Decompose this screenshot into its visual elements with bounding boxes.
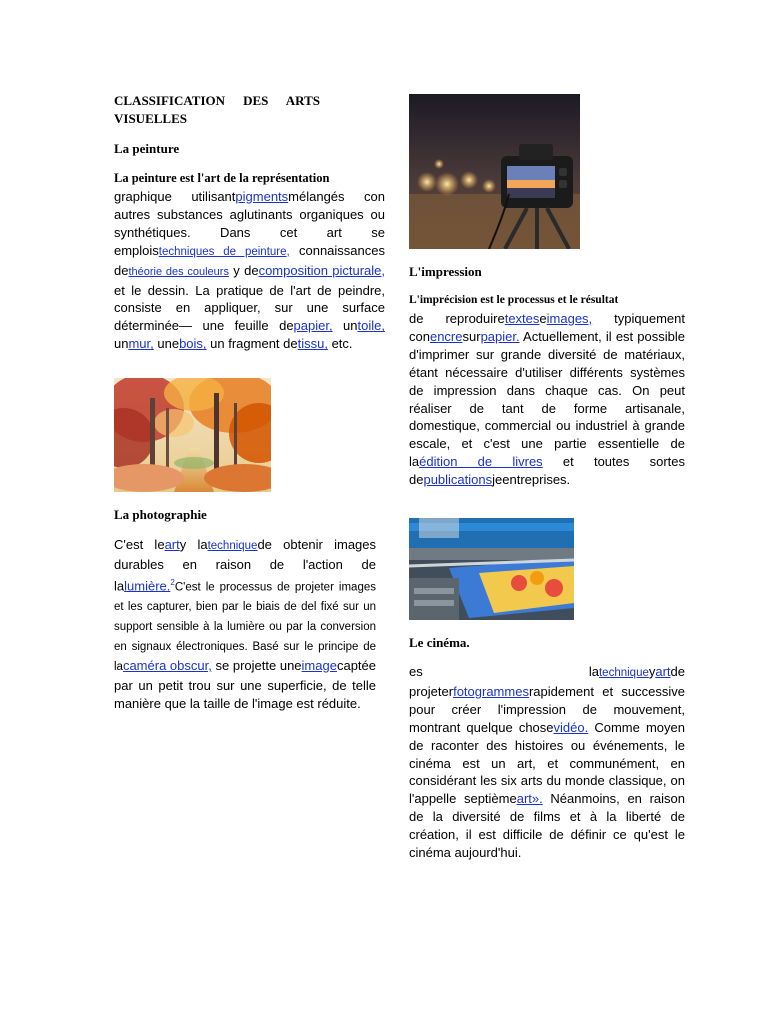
text: de projeter xyxy=(409,664,685,699)
link-encre[interactable]: encre xyxy=(429,328,463,344)
text: es la xyxy=(409,664,599,679)
link-toile[interactable]: toile, xyxy=(357,318,385,334)
text: etc. xyxy=(327,336,353,352)
link-camera-obscur[interactable]: caméra obscur, xyxy=(122,657,212,673)
link-bois[interactable]: bois, xyxy=(179,336,207,352)
text: de reproduire xyxy=(409,311,505,326)
painting-paragraph xyxy=(114,188,385,353)
photography-heading: La photographie xyxy=(114,507,207,522)
link-composition-picturale[interactable]: composition picturale, xyxy=(258,262,385,278)
text: se projette une xyxy=(211,657,302,673)
camera-photo-image xyxy=(409,94,580,249)
text: C'est le xyxy=(114,537,165,552)
text: y xyxy=(648,664,656,679)
link-theorie-couleurs[interactable]: théorie des couleurs xyxy=(128,265,229,278)
text: e xyxy=(539,311,547,326)
link-lumiere[interactable]: lumière. xyxy=(124,578,171,594)
text: captée par un petit trou sur une superficie, de telle manière que la taille de l'image est réduite. xyxy=(114,657,377,711)
link-technique[interactable]: technique xyxy=(207,540,258,552)
text: et toutes sortes de xyxy=(409,454,685,488)
text: Comme moyen de raconter des histoires ou événements, le cinéma est un art, et communément, en considérant les six arts du monde classique, on l'appelle septième xyxy=(409,719,685,807)
text: rapidement et successive pour créer l'impression de mouvement, montrant quelque chose xyxy=(409,683,685,735)
link-papier-print[interactable]: papier. xyxy=(480,328,520,344)
link-pigments[interactable]: pigments xyxy=(235,189,289,204)
printing-press-image xyxy=(409,518,574,620)
link-fotogrammes[interactable]: fotogrammes xyxy=(453,683,529,699)
print-lead: L'imprécision est le processus et le résultat xyxy=(409,294,619,306)
document-title: CLASSIFICATION DES ARTS VISUELLES xyxy=(114,93,320,126)
text: mélangés con autres substances aglutinants organiques ou synthétiques. Dans cet art se emplois xyxy=(114,189,385,258)
text: sur xyxy=(462,328,481,344)
footnote-marker[interactable]: 2 xyxy=(170,577,175,587)
link-art[interactable]: art xyxy=(164,537,180,552)
text: typiquement con xyxy=(409,311,685,344)
text: une xyxy=(153,336,180,352)
painting-heading: La peinture xyxy=(114,141,180,156)
painting-lead: La peinture est l'art de la représentation xyxy=(114,171,330,185)
print-paragraph xyxy=(409,310,685,489)
text: Néanmoins, en raison de la diversité de films et à la liberté de création, il est difficile de définir ce qu'est le cinéma aujourd'hui. xyxy=(409,791,685,861)
text: un xyxy=(332,318,358,334)
text: je xyxy=(492,472,503,488)
autumn-painting-image xyxy=(114,378,271,492)
text: Actuellement, il est possible d'imprimer sur grande diversité de matériaux, étant nécessaire d'utiliser différents systèmes de impression dans chaque cas. On peut réaliser de tant de forme artisanale, domestique, commercial ou industriel à grande escale, et c'est une partie essentielle de la xyxy=(409,328,685,470)
text: graphique utilisant xyxy=(114,189,236,204)
link-image[interactable]: image xyxy=(301,657,337,673)
link-septieme-art[interactable]: art». xyxy=(516,791,543,807)
text: un xyxy=(114,336,129,352)
text: de obtenir images durables en raison de l'action de la xyxy=(114,537,377,594)
cinema-heading: Le cinéma. xyxy=(409,635,470,650)
link-textes[interactable]: textes xyxy=(504,311,540,326)
cinema-paragraph xyxy=(409,663,685,862)
text: entreprises. xyxy=(502,472,571,488)
link-technique-cinema[interactable]: technique xyxy=(598,667,649,679)
link-edition-livres[interactable]: édition de livres xyxy=(419,454,543,470)
link-images[interactable]: images, xyxy=(546,311,593,326)
link-papier[interactable]: papier, xyxy=(293,318,333,334)
text: un fragment de xyxy=(206,336,298,352)
print-heading: L'impression xyxy=(409,264,482,279)
link-video[interactable]: vidéo. xyxy=(553,719,589,735)
text: y de xyxy=(228,262,259,278)
link-art-cinema[interactable]: art xyxy=(655,664,671,679)
link-techniques-peinture[interactable]: techniques de peinture, xyxy=(158,245,290,258)
link-mur[interactable]: mur, xyxy=(128,336,154,352)
text: C'est le processus de projeter images et les capturer, bien par le biais de del fixé sur un support sensible à la lumière ou par la conversion en signaux électroniques. Basé sur le principe de la xyxy=(114,581,376,673)
photography-paragraph xyxy=(114,536,376,712)
text: connaissances de xyxy=(114,242,385,278)
link-publications[interactable]: publications xyxy=(423,472,493,488)
text: y la xyxy=(179,537,208,552)
link-tissu[interactable]: tissu, xyxy=(297,336,328,352)
text: et le dessin. La pratique de l'art de peindre, consiste en appliquer, sur une surface déterminée— une feuille de xyxy=(114,282,385,334)
